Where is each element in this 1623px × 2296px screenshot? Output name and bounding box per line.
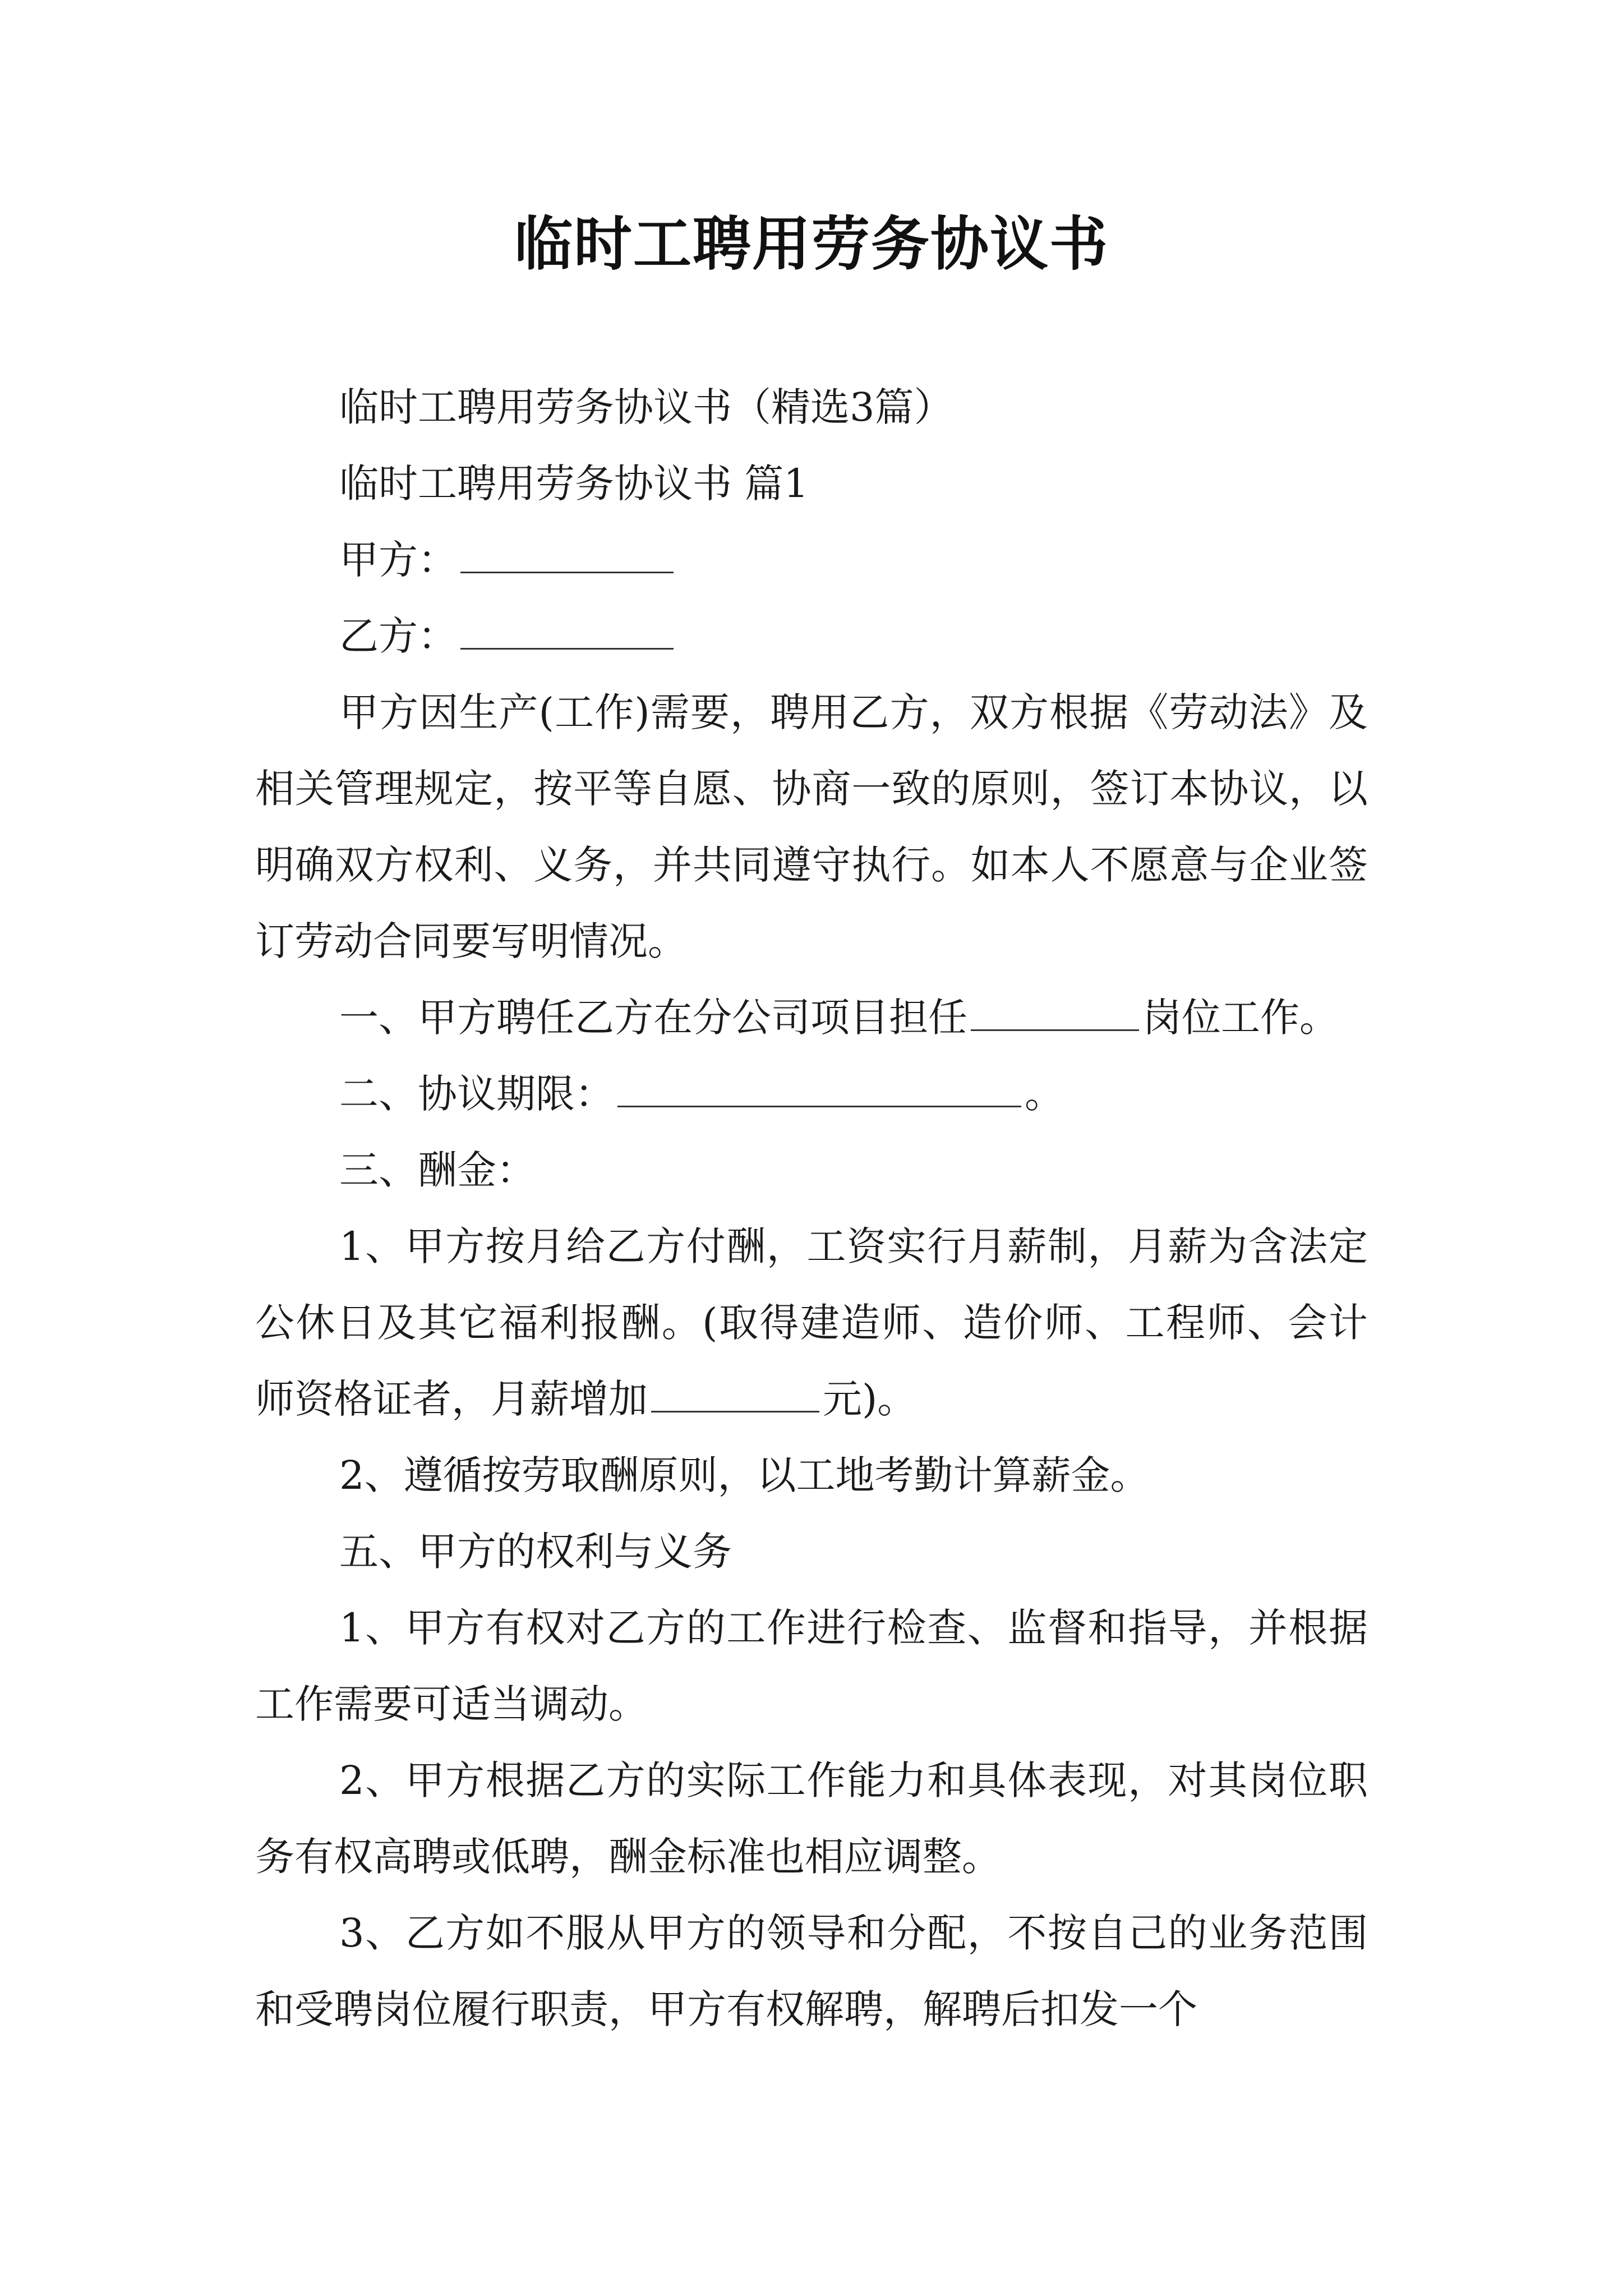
party-a-blank: [460, 532, 674, 573]
position-blank: [971, 990, 1139, 1031]
clause-1-position: [255, 979, 1368, 1056]
clause-3-heading: 三、酬金：: [339, 1147, 536, 1193]
clause-2-text: 二、协议期限：: [339, 1071, 614, 1117]
party-a-line: [255, 522, 1368, 598]
bonus-blank: [651, 1372, 819, 1412]
clause-2-tail: 。: [1025, 1071, 1064, 1117]
clause-5-item-1: 1、甲方有权对乙方的工作进行检查、监督和指导，并根据工作需要可适当调动。: [255, 1605, 1368, 1727]
clause-3-item-1: [255, 1208, 1368, 1437]
paragraph-section-heading: 临时工聘用劳务协议书 篇1: [339, 461, 809, 507]
clause-1-text: 一、甲方聘任乙方在分公司项目担任: [339, 995, 967, 1041]
clause-2-term: [255, 1056, 1368, 1132]
clause-1-tail: 岗位工作。: [1142, 995, 1339, 1041]
party-b-label: 乙方：: [339, 613, 457, 659]
clause-3-item-1-tail: 元)。: [823, 1376, 917, 1422]
clause-3-item-1-text: 1、甲方按月给乙方付酬，工资实行月薪制，月薪为含法定公休日及其它福利报酬。(取得建造师、造价师、工程师、会计师资格证者，月薪增加: [255, 1223, 1368, 1422]
clause-5-item-3: 3、乙方如不服从甲方的领导和分配，不按自己的业务范围和受聘岗位履行职责，甲方有权解聘，解聘后扣发一个: [255, 1910, 1368, 2032]
party-b-blank: [460, 609, 674, 650]
paragraph-subtitle: 临时工聘用劳务协议书（精选3篇）: [339, 384, 953, 430]
clause-5-item-2: 2、甲方根据乙方的实际工作能力和具体表现，对其岗位职务有权高聘或低聘，酬金标准也相应调整。: [255, 1757, 1368, 1880]
paragraph-preamble: 甲方因生产(工作)需要，聘用乙方，双方根据《劳动法》及相关管理规定，按平等自愿、协商一致的原则，签订本协议，以明确双方权利、义务，并共同遵守执行。如本人不愿意与企业签订劳动合同要写明情况。: [255, 689, 1368, 964]
clause-3-item-2: 2、遵循按劳取酬原则，以工地考勤计算薪金。: [339, 1452, 1150, 1498]
term-blank: [617, 1066, 1021, 1107]
document-body: [255, 369, 1368, 2047]
party-b-line: [255, 598, 1368, 674]
document-title: 临时工聘用劳务协议书: [514, 210, 1109, 278]
party-a-label: 甲方：: [339, 537, 457, 583]
clause-5-heading: 五、甲方的权利与义务: [339, 1529, 732, 1575]
